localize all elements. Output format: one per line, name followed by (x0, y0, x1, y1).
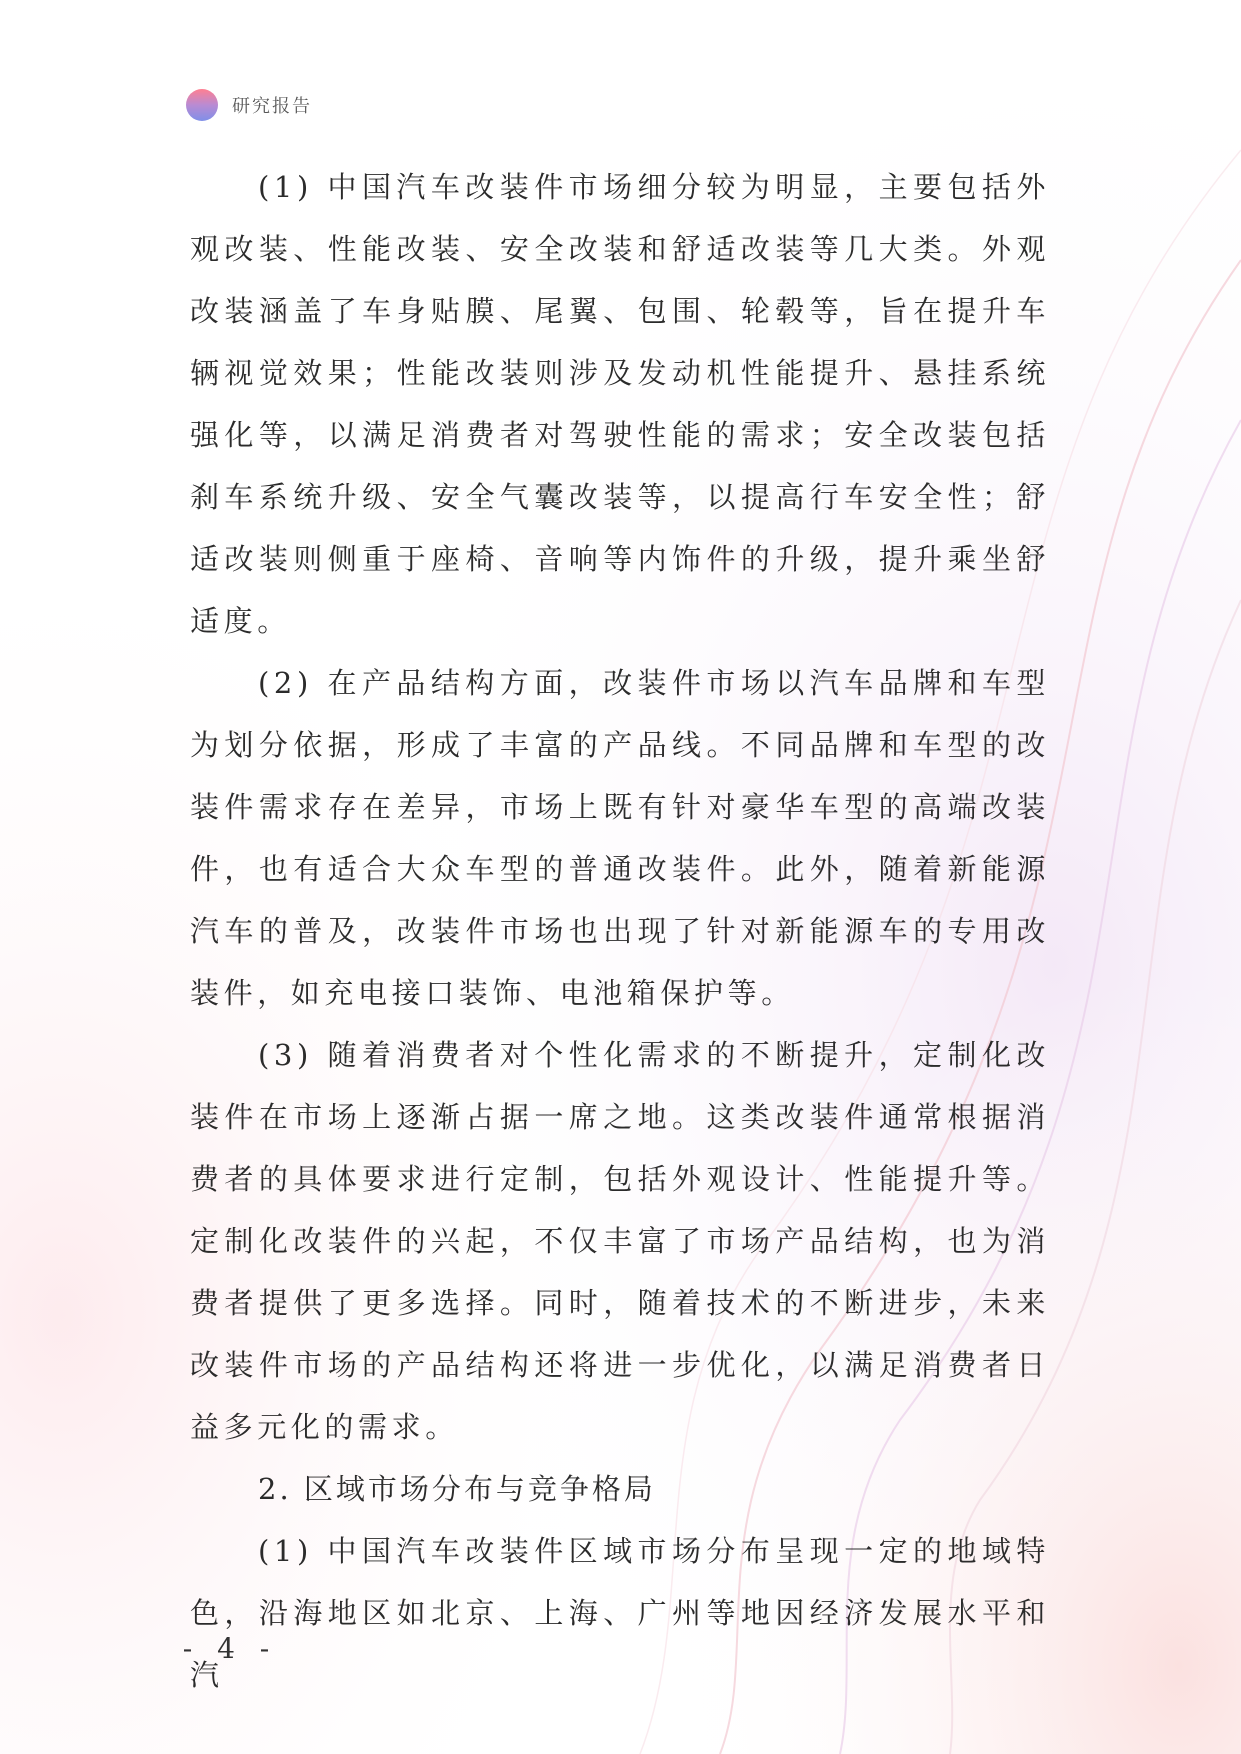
paragraph-2: (2) 在产品结构方面，改装件市场以汽车品牌和车型为划分依据，形成了丰富的产品线。不同品牌和车型的改装件需求存在差异，市场上既有针对豪华车型的高端改装件，也有适合大众车型的普通改装件。此外，随着新能源汽车的普及，改装件市场也出现了针对新能源车的专用改装件，如充电接口装饰、电池箱保护等。 (190, 666, 1050, 1010)
report-header (186, 88, 312, 122)
paragraph-1: (1) 中国汽车改装件市场细分较为明显，主要包括外观改装、性能改装、安全改装和舒适改装等几大类。外观改装涵盖了车身贴膜、尾翼、包围、轮毂等，旨在提升车辆视觉效果；性能改装则涉及发动机性能提升、悬挂系统强化等，以满足消费者对驾驶性能的需求；安全改装包括刹车系统升级、安全气囊改装等，以提高行车安全性；舒适改装则侧重于座椅、音响等内饰件的升级，提升乘坐舒适度。 (190, 170, 1050, 638)
document-body (190, 156, 1050, 1706)
page-number: - 4 - (182, 1632, 278, 1665)
paragraph-4: (1) 中国汽车改装件区域市场分布呈现一定的地域特色，沿海地区如北京、上海、广州等地因经济发展水平和汽 (190, 1534, 1050, 1692)
report-logo-icon (186, 89, 218, 121)
section-heading: 2. 区域市场分布与竞争格局 (258, 1472, 656, 1506)
header-title: 研究报告 (232, 96, 312, 117)
paragraph-3: (3) 随着消费者对个性化需求的不断提升，定制化改装件在市场上逐渐占据一席之地。这类改装件通常根据消费者的具体要求进行定制，包括外观设计、性能提升等。定制化改装件的兴起，不仅丰富了市场产品结构，也为消费者提供了更多选择。同时，随着技术的不断进步，未来改装件市场的产品结构还将进一步优化，以满足消费者日益多元化的需求。 (190, 1038, 1050, 1444)
